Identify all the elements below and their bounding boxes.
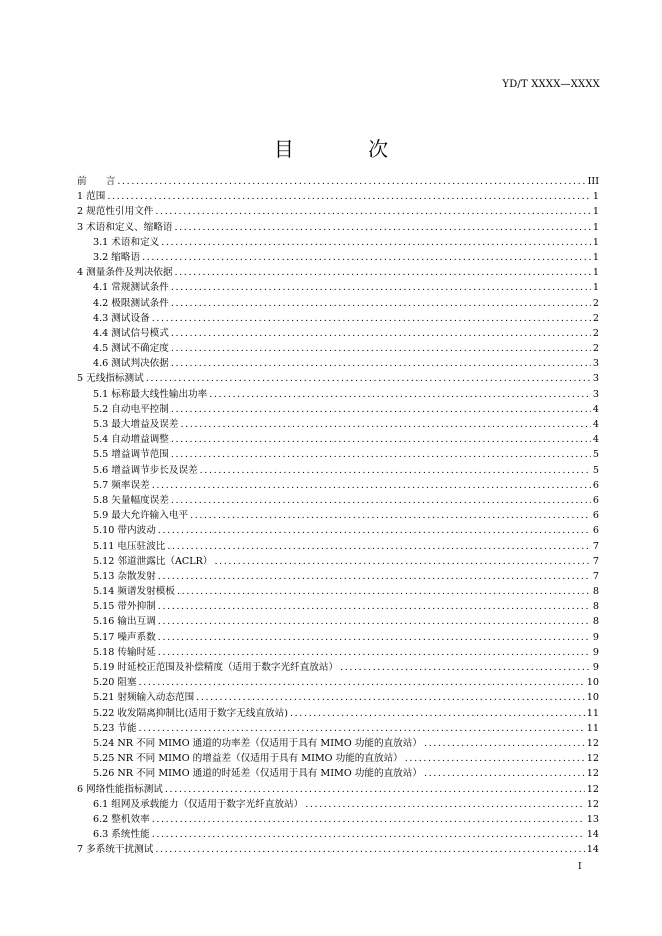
toc-entry-label: 5.10 带内波动 — [93, 525, 156, 537]
toc-leader-dots — [171, 356, 591, 371]
toc-entry[interactable] — [77, 402, 599, 417]
toc-entry[interactable] — [77, 812, 599, 827]
toc-entry-page: 7 — [592, 540, 599, 552]
toc-entry-label: 5 无线指标测试 — [77, 373, 144, 385]
toc-entry-label: 5.1 标称最大线性输出功率 — [93, 388, 208, 400]
toc-entry-label: 5.8 矢量幅度误差 — [93, 494, 169, 506]
toc-entry[interactable] — [77, 508, 599, 523]
toc-leader-dots — [142, 250, 591, 265]
toc-entry-page: 6 — [592, 510, 599, 522]
toc-leader-dots — [139, 675, 585, 690]
toc-entry-page: 13 — [586, 813, 599, 825]
toc-entry-page: 7 — [592, 570, 599, 582]
toc-entry[interactable] — [77, 660, 599, 675]
toc-leader-dots — [158, 523, 591, 538]
toc-entry-label: 2 规范性引用文件 — [77, 206, 154, 218]
toc-entry-label: 4.1 常规测试条件 — [93, 282, 169, 294]
toc-leader-dots — [171, 341, 591, 356]
toc-entry-label: 5.7 频率误差 — [93, 479, 150, 491]
toc-entry[interactable] — [77, 630, 599, 645]
toc-entry-page: 1 — [592, 251, 599, 263]
toc-entry-page: 8 — [592, 616, 599, 628]
toc-entry-label: 5.13 杂散发射 — [93, 570, 156, 582]
toc-leader-dots — [424, 736, 585, 751]
toc-leader-dots — [117, 174, 585, 189]
toc-entry-label: 7 多系统干扰测试 — [77, 844, 154, 856]
toc-entry-page: 3 — [592, 358, 599, 370]
toc-entry-label: 5.4 自动增益调整 — [93, 434, 169, 446]
toc-leader-dots — [196, 690, 585, 705]
toc-leader-dots — [152, 812, 585, 827]
toc-entry[interactable] — [77, 554, 599, 569]
toc-leader-dots — [158, 599, 591, 614]
toc-entry[interactable] — [77, 614, 599, 629]
toc-entry-page: 5 — [592, 449, 599, 461]
table-of-contents — [77, 174, 599, 857]
toc-entry-label: 5.25 NR 不同 MIMO 的增益差（仅适用于具有 MIMO 功能的直放站） — [93, 753, 403, 765]
toc-entry-page: 12 — [586, 783, 599, 795]
toc-entry[interactable] — [77, 417, 599, 432]
toc-entry-label: 5.19 时延校正范围及补偿精度（适用于数字光纤直放站） — [93, 662, 339, 673]
toc-entry[interactable] — [77, 326, 599, 341]
toc-entry[interactable] — [77, 584, 599, 599]
toc-leader-dots — [107, 189, 591, 204]
toc-entry-page: 8 — [592, 586, 599, 598]
toc-entry[interactable] — [77, 371, 599, 386]
toc-leader-dots — [152, 827, 585, 842]
toc-entry[interactable] — [77, 599, 599, 614]
toc-leader-dots — [171, 493, 591, 508]
toc-entry-page: 10 — [586, 677, 599, 689]
toc-leader-dots — [171, 432, 591, 447]
toc-entry[interactable] — [77, 220, 599, 235]
toc-entry-label: 5.14 频谱发射模板 — [93, 586, 175, 598]
toc-leader-dots — [290, 706, 585, 721]
toc-entry-page: 7 — [592, 555, 599, 567]
toc-entry-page: 9 — [592, 631, 599, 643]
toc-entry-label: 5.26 NR 不同 MIMO 通道的时延差（仅适用于具有 MIMO 功能的直放站） — [93, 768, 422, 780]
toc-entry[interactable] — [77, 751, 599, 766]
toc-leader-dots — [171, 326, 591, 341]
toc-entry[interactable] — [77, 721, 599, 736]
toc-entry-label: 5.20 阻塞 — [93, 677, 137, 689]
toc-leader-dots — [180, 417, 590, 432]
toc-leader-dots — [146, 371, 591, 386]
toc-entry[interactable] — [77, 690, 599, 705]
toc-entry-label: 3.2 缩略语 — [93, 251, 141, 263]
toc-entry-label: 5.16 输出互调 — [93, 616, 156, 628]
toc-entry[interactable] — [77, 782, 599, 797]
toc-entry-label: 5.21 射频输入动态范围 — [93, 692, 195, 704]
toc-entry[interactable] — [77, 235, 599, 250]
toc-entry-page: 12 — [586, 798, 599, 810]
toc-leader-dots — [177, 584, 591, 599]
toc-leader-dots — [158, 614, 591, 629]
toc-entry-label: 5.18 传输时延 — [93, 646, 156, 658]
toc-entry-page: 9 — [592, 662, 599, 673]
toc-entry-label: 6.3 系统性能 — [93, 829, 150, 841]
toc-entry-label: 5.15 带外抑制 — [93, 601, 156, 613]
toc-entry-label: 6.2 整机效率 — [93, 813, 150, 825]
toc-leader-dots — [214, 554, 590, 569]
toc-entry[interactable] — [77, 341, 599, 356]
toc-entry-label: 4 测量条件及判决依据 — [77, 267, 173, 279]
toc-leader-dots — [161, 235, 591, 250]
toc-leader-dots — [167, 539, 591, 554]
toc-entry[interactable] — [77, 706, 599, 721]
toc-entry-label: 5.5 增益调节范围 — [93, 449, 169, 461]
toc-leader-dots — [305, 797, 585, 812]
toc-entry-page: 2 — [592, 343, 599, 355]
toc-title: 目 次 — [273, 137, 423, 161]
toc-leader-dots — [155, 204, 591, 219]
toc-entry[interactable] — [77, 311, 599, 326]
toc-leader-dots — [152, 311, 591, 326]
toc-leader-dots — [175, 265, 591, 280]
toc-leader-dots — [200, 463, 591, 478]
toc-entry-page: 14 — [586, 844, 599, 856]
toc-entry-label: 前 言 — [77, 176, 116, 187]
toc-entry-page: 12 — [586, 737, 599, 749]
toc-entry[interactable] — [77, 675, 599, 690]
toc-entry-page: 1 — [592, 282, 599, 294]
toc-entry-page: 6 — [592, 479, 599, 491]
toc-entry[interactable] — [77, 356, 599, 371]
toc-entry[interactable] — [77, 539, 599, 554]
toc-leader-dots — [165, 782, 585, 797]
toc-entry-label: 5.11 电压驻波比 — [93, 540, 166, 552]
toc-entry-page: 4 — [592, 403, 599, 415]
toc-entry-page: 1 — [592, 236, 599, 248]
toc-entry[interactable] — [77, 189, 599, 204]
toc-entry-label: 5.17 噪声系数 — [93, 631, 156, 643]
toc-entry-label: 1 范围 — [77, 191, 106, 203]
toc-entry-page: 4 — [592, 434, 599, 446]
toc-entry-page: 2 — [592, 312, 599, 324]
toc-leader-dots — [340, 660, 591, 675]
toc-entry-label: 5.12 邻道泄露比（ACLR） — [93, 555, 213, 567]
toc-leader-dots — [155, 842, 584, 857]
toc-entry-page: 11 — [586, 707, 599, 719]
toc-entry[interactable] — [77, 736, 599, 751]
toc-entry-page: 6 — [592, 494, 599, 506]
toc-entry[interactable] — [77, 204, 599, 219]
toc-leader-dots — [171, 280, 591, 295]
toc-entry[interactable] — [77, 174, 599, 189]
toc-entry[interactable] — [77, 250, 599, 265]
toc-entry-page: 2 — [592, 327, 599, 339]
toc-leader-dots — [171, 447, 591, 462]
toc-entry-label: 5.2 自动电平控制 — [93, 403, 169, 415]
toc-entry-label: 4.6 测试判决依据 — [93, 358, 169, 370]
toc-leader-dots — [209, 387, 591, 402]
page-number: I — [578, 862, 582, 872]
toc-entry-page: 14 — [586, 829, 599, 841]
toc-entry[interactable] — [77, 493, 599, 508]
toc-entry-page: 12 — [586, 753, 599, 765]
toc-entry-label: 5.24 NR 不同 MIMO 通道的功率差（仅适用于具有 MIMO 功能的直放站） — [93, 737, 422, 749]
toc-entry-page: 3 — [592, 388, 599, 400]
toc-leader-dots — [175, 220, 591, 235]
toc-entry-page: III — [587, 176, 599, 187]
toc-entry-label: 4.2 极限测试条件 — [93, 297, 169, 309]
toc-entry[interactable] — [77, 265, 599, 280]
toc-entry-page: 1 — [592, 191, 599, 203]
toc-leader-dots — [158, 569, 591, 584]
toc-entry-label: 5.23 节能 — [93, 722, 137, 734]
toc-entry-page: 5 — [592, 464, 599, 476]
toc-entry[interactable] — [77, 463, 599, 478]
toc-leader-dots — [158, 630, 591, 645]
toc-leader-dots — [152, 478, 591, 493]
toc-entry[interactable] — [77, 569, 599, 584]
toc-entry[interactable] — [77, 447, 599, 462]
toc-entry-label: 4.3 测试设备 — [93, 312, 150, 324]
toc-entry-page: 12 — [586, 768, 599, 780]
toc-leader-dots — [424, 766, 585, 781]
toc-entry-label: 5.3 最大增益及误差 — [93, 419, 179, 430]
toc-entry-label: 4.5 测试不确定度 — [93, 343, 169, 355]
toc-leader-dots — [171, 402, 591, 417]
toc-entry-label: 5.9 最大允许输入电平 — [93, 510, 189, 522]
toc-entry[interactable] — [77, 478, 599, 493]
toc-entry-label: 3.1 术语和定义 — [93, 236, 160, 248]
toc-entry-page: 11 — [586, 722, 599, 734]
toc-entry[interactable] — [77, 842, 599, 857]
toc-entry-page: 4 — [592, 419, 599, 430]
toc-entry-page: 1 — [592, 206, 599, 218]
toc-entry[interactable] — [77, 296, 599, 311]
toc-entry-label: 5.6 增益调节步长及误差 — [93, 464, 198, 476]
toc-entry-page: 10 — [586, 692, 599, 704]
toc-entry-label: 3 术语和定义、缩略语 — [77, 221, 173, 233]
toc-entry-label: 4.4 测试信号模式 — [93, 327, 169, 339]
toc-leader-dots — [171, 296, 591, 311]
toc-entry[interactable] — [77, 432, 599, 447]
toc-entry-page: 9 — [592, 646, 599, 658]
toc-entry-page: 3 — [592, 373, 599, 385]
toc-entry[interactable] — [77, 797, 599, 812]
toc-entry-page: 2 — [592, 297, 599, 309]
toc-entry-label: 5.22 收发隔离抑制比(适用于数字无线直放站) — [93, 707, 288, 719]
toc-entry[interactable] — [77, 280, 599, 295]
toc-entry[interactable] — [77, 827, 599, 842]
toc-entry-page: 6 — [592, 525, 599, 537]
toc-entry-label: 6 网络性能指标测试 — [77, 783, 163, 795]
toc-leader-dots — [139, 721, 585, 736]
toc-leader-dots — [158, 645, 591, 660]
document-code: YD/T XXXX—XXXX — [502, 79, 600, 90]
toc-entry[interactable] — [77, 387, 599, 402]
toc-leader-dots — [405, 751, 585, 766]
toc-entry-label: 6.1 组网及承载能力（仅适用于数字光纤直放站） — [93, 798, 304, 810]
toc-entry[interactable] — [77, 645, 599, 660]
toc-entry-page: 1 — [592, 267, 599, 279]
toc-entry-page: 1 — [592, 221, 599, 233]
toc-entry[interactable] — [77, 523, 599, 538]
toc-leader-dots — [190, 508, 591, 523]
toc-entry-page: 8 — [592, 601, 599, 613]
toc-entry[interactable] — [77, 766, 599, 781]
